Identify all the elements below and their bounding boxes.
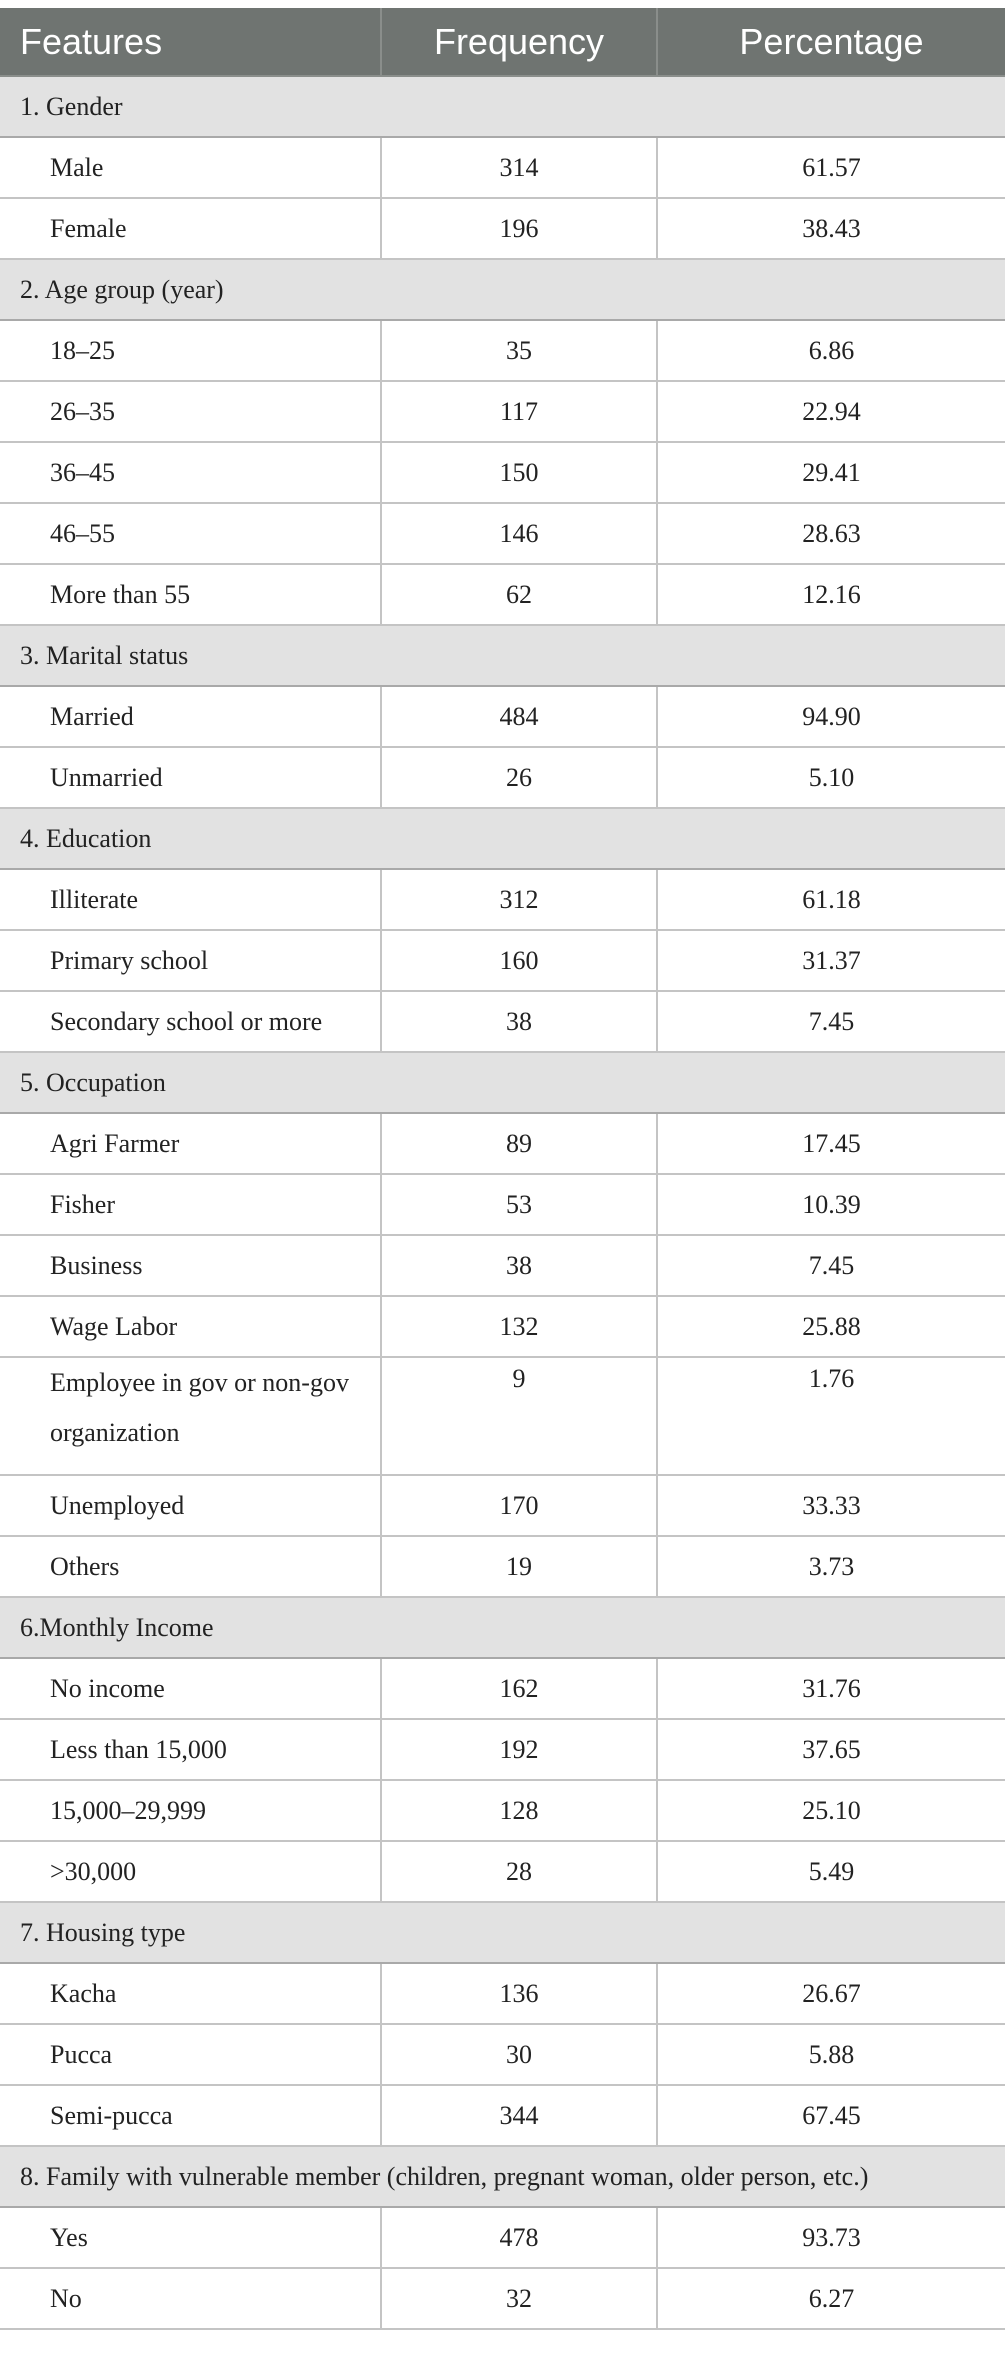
section-title: 8. Family with vulnerable member (children, pregnant woman, older person, etc.) bbox=[0, 2146, 1005, 2207]
row-label: Yes bbox=[0, 2207, 381, 2268]
row-label: Secondary school or more bbox=[0, 991, 381, 1052]
row-label: 36–45 bbox=[0, 442, 381, 503]
row-label: More than 55 bbox=[0, 564, 381, 625]
percentage-cell: 12.16 bbox=[657, 564, 1005, 625]
table-row bbox=[0, 1780, 1005, 1841]
percentage-cell: 29.41 bbox=[657, 442, 1005, 503]
percentage-cell: 25.88 bbox=[657, 1296, 1005, 1357]
table-row bbox=[0, 137, 1005, 198]
percentage-cell: 1.76 bbox=[657, 1357, 1005, 1475]
table-row bbox=[0, 1235, 1005, 1296]
frequency-cell: 312 bbox=[381, 869, 657, 930]
frequency-cell: 53 bbox=[381, 1174, 657, 1235]
percentage-cell: 31.37 bbox=[657, 930, 1005, 991]
frequency-cell: 196 bbox=[381, 198, 657, 259]
table-row bbox=[0, 686, 1005, 747]
table-row bbox=[0, 1174, 1005, 1235]
section-row bbox=[0, 1052, 1005, 1113]
row-label: Male bbox=[0, 137, 381, 198]
row-label: Female bbox=[0, 198, 381, 259]
table-row bbox=[0, 930, 1005, 991]
table-row bbox=[0, 869, 1005, 930]
percentage-cell: 6.27 bbox=[657, 2268, 1005, 2329]
frequency-cell: 136 bbox=[381, 1963, 657, 2024]
table-row bbox=[0, 320, 1005, 381]
table-body bbox=[0, 76, 1005, 2329]
frequency-cell: 146 bbox=[381, 503, 657, 564]
percentage-cell: 37.65 bbox=[657, 1719, 1005, 1780]
percentage-cell: 61.57 bbox=[657, 137, 1005, 198]
table-row bbox=[0, 381, 1005, 442]
percentage-cell: 3.73 bbox=[657, 1536, 1005, 1597]
row-label: 46–55 bbox=[0, 503, 381, 564]
percentage-cell: 31.76 bbox=[657, 1658, 1005, 1719]
frequency-cell: 35 bbox=[381, 320, 657, 381]
row-label: Business bbox=[0, 1235, 381, 1296]
row-label: No bbox=[0, 2268, 381, 2329]
section-row bbox=[0, 1902, 1005, 1963]
percentage-cell: 5.88 bbox=[657, 2024, 1005, 2085]
percentage-cell: 7.45 bbox=[657, 991, 1005, 1052]
row-label: Wage Labor bbox=[0, 1296, 381, 1357]
row-label: Less than 15,000 bbox=[0, 1719, 381, 1780]
percentage-cell: 61.18 bbox=[657, 869, 1005, 930]
row-label: >30,000 bbox=[0, 1841, 381, 1902]
percentage-cell: 28.63 bbox=[657, 503, 1005, 564]
frequency-cell: 170 bbox=[381, 1475, 657, 1536]
section-title: 4. Education bbox=[0, 808, 1005, 869]
percentage-cell: 6.86 bbox=[657, 320, 1005, 381]
frequency-cell: 478 bbox=[381, 2207, 657, 2268]
table-row bbox=[0, 2024, 1005, 2085]
frequency-cell: 19 bbox=[381, 1536, 657, 1597]
row-label: Agri Farmer bbox=[0, 1113, 381, 1174]
row-label: Kacha bbox=[0, 1963, 381, 2024]
section-row bbox=[0, 259, 1005, 320]
table-row bbox=[0, 1113, 1005, 1174]
percentage-cell: 67.45 bbox=[657, 2085, 1005, 2146]
section-row bbox=[0, 625, 1005, 686]
section-title: 2. Age group (year) bbox=[0, 259, 1005, 320]
frequency-cell: 160 bbox=[381, 930, 657, 991]
table-row bbox=[0, 1841, 1005, 1902]
percentage-cell: 5.10 bbox=[657, 747, 1005, 808]
percentage-cell: 94.90 bbox=[657, 686, 1005, 747]
header-percentage: Percentage bbox=[657, 8, 1005, 76]
section-row bbox=[0, 808, 1005, 869]
table-row bbox=[0, 198, 1005, 259]
percentage-cell: 38.43 bbox=[657, 198, 1005, 259]
row-label: Primary school bbox=[0, 930, 381, 991]
frequency-cell: 26 bbox=[381, 747, 657, 808]
section-row bbox=[0, 76, 1005, 137]
section-row bbox=[0, 2146, 1005, 2207]
header-features: Features bbox=[0, 8, 381, 76]
table-row bbox=[0, 2268, 1005, 2329]
table-row bbox=[0, 2085, 1005, 2146]
frequency-cell: 128 bbox=[381, 1780, 657, 1841]
row-label: Pucca bbox=[0, 2024, 381, 2085]
percentage-cell: 7.45 bbox=[657, 1235, 1005, 1296]
row-label: Unmarried bbox=[0, 747, 381, 808]
row-label: Unemployed bbox=[0, 1475, 381, 1536]
section-title: 5. Occupation bbox=[0, 1052, 1005, 1113]
section-title: 6.Monthly Income bbox=[0, 1597, 1005, 1658]
row-label: 15,000–29,999 bbox=[0, 1780, 381, 1841]
frequency-cell: 484 bbox=[381, 686, 657, 747]
frequency-cell: 38 bbox=[381, 991, 657, 1052]
row-label: Fisher bbox=[0, 1174, 381, 1235]
table-row bbox=[0, 564, 1005, 625]
section-title: 1. Gender bbox=[0, 76, 1005, 137]
section-row bbox=[0, 1597, 1005, 1658]
row-label: Employee in gov or non-gov organization bbox=[0, 1357, 381, 1475]
table-row bbox=[0, 2207, 1005, 2268]
frequency-cell: 30 bbox=[381, 2024, 657, 2085]
table-row bbox=[0, 991, 1005, 1052]
percentage-cell: 33.33 bbox=[657, 1475, 1005, 1536]
frequency-cell: 192 bbox=[381, 1719, 657, 1780]
percentage-cell: 17.45 bbox=[657, 1113, 1005, 1174]
table-row bbox=[0, 1536, 1005, 1597]
row-label: Married bbox=[0, 686, 381, 747]
row-label: 18–25 bbox=[0, 320, 381, 381]
table-row bbox=[0, 1719, 1005, 1780]
percentage-cell: 93.73 bbox=[657, 2207, 1005, 2268]
frequency-cell: 150 bbox=[381, 442, 657, 503]
frequency-cell: 62 bbox=[381, 564, 657, 625]
percentage-cell: 10.39 bbox=[657, 1174, 1005, 1235]
frequency-cell: 9 bbox=[381, 1357, 657, 1475]
frequency-cell: 28 bbox=[381, 1841, 657, 1902]
frequency-cell: 38 bbox=[381, 1235, 657, 1296]
table-row bbox=[0, 1658, 1005, 1719]
percentage-cell: 22.94 bbox=[657, 381, 1005, 442]
frequency-cell: 132 bbox=[381, 1296, 657, 1357]
frequency-cell: 344 bbox=[381, 2085, 657, 2146]
frequency-cell: 314 bbox=[381, 137, 657, 198]
header-row bbox=[0, 8, 1005, 76]
table-row bbox=[0, 1296, 1005, 1357]
frequency-cell: 89 bbox=[381, 1113, 657, 1174]
frequency-cell: 117 bbox=[381, 381, 657, 442]
row-label: No income bbox=[0, 1658, 381, 1719]
row-label: Others bbox=[0, 1536, 381, 1597]
section-title: 7. Housing type bbox=[0, 1902, 1005, 1963]
table-row bbox=[0, 442, 1005, 503]
row-label: Illiterate bbox=[0, 869, 381, 930]
frequency-cell: 32 bbox=[381, 2268, 657, 2329]
section-title: 3. Marital status bbox=[0, 625, 1005, 686]
frequency-cell: 162 bbox=[381, 1658, 657, 1719]
table-row bbox=[0, 1357, 1005, 1475]
table-header bbox=[0, 8, 1005, 76]
demographics-table bbox=[0, 8, 1005, 2330]
percentage-cell: 25.10 bbox=[657, 1780, 1005, 1841]
percentage-cell: 5.49 bbox=[657, 1841, 1005, 1902]
table-row bbox=[0, 503, 1005, 564]
row-label: Semi-pucca bbox=[0, 2085, 381, 2146]
row-label: 26–35 bbox=[0, 381, 381, 442]
percentage-cell: 26.67 bbox=[657, 1963, 1005, 2024]
table-row bbox=[0, 747, 1005, 808]
header-frequency: Frequency bbox=[381, 8, 657, 76]
table-row bbox=[0, 1963, 1005, 2024]
table-row bbox=[0, 1475, 1005, 1536]
